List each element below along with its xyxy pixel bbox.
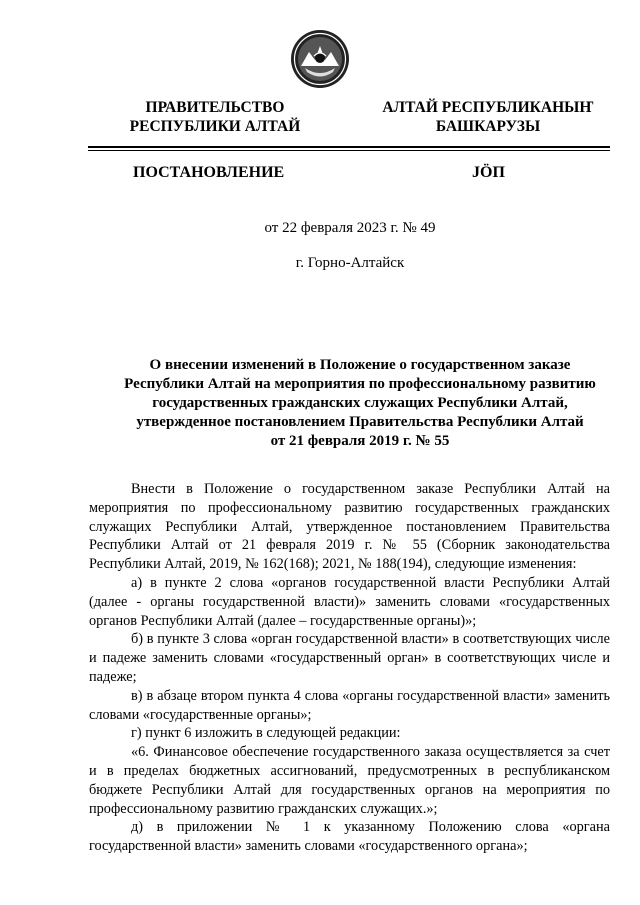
title-line: государственных гражданских служащих Республики Алтай, xyxy=(152,395,568,411)
body-paragraph: «6. Финансовое обеспечение государственного заказа осуществляется за счет и в пределах бюджетных ассигнований, предусмотренных в республиканском бюджете Республики Алтай для государственных органов на мероприятия по профессиональному развитию гражданских служащих.»; xyxy=(89,744,610,817)
header-rule-thin xyxy=(88,150,610,151)
header-right-line-2: БАШКАРУЗЫ xyxy=(435,118,541,135)
title-line: Республики Алтай на мероприятия по профессиональному развитию xyxy=(124,376,596,392)
document-date-number: от 22 февраля 2023 г. № 49 xyxy=(264,220,436,236)
republic-of-altai-emblem-icon xyxy=(289,28,351,90)
header-left xyxy=(120,98,310,136)
title-line: О внесении изменений в Положение о государственном заказе xyxy=(149,357,571,373)
document-title xyxy=(100,356,620,451)
document-body xyxy=(89,480,610,856)
header-left-line-1: ПРАВИТЕЛЬСТВО xyxy=(145,99,285,116)
header-right-line-1: АЛТАЙ РЕСПУБЛИКАНЫҤ xyxy=(382,99,594,116)
body-paragraph: а) в пункте 2 слова «органов государственной власти Республики Алтай (далее - органы государственной власти)» заменить словами «государственных органов Республики Алтай (далее – государственные органы)»; xyxy=(89,574,610,629)
body-paragraph: б) в пункте 3 слова «орган государственной власти» в соответствующих числе и падеже заменить словами «государственный орган» в соответствующих числе и падеже; xyxy=(89,631,610,685)
body-paragraph: в) в абзаце втором пункта 4 слова «органы государственной власти» заменить словами «государственные органы»; xyxy=(89,687,610,723)
header-right xyxy=(378,98,598,136)
title-line: от 21 февраля 2019 г. № 55 xyxy=(270,433,450,449)
document-type: ПОСТАНОВЛЕНИЕ xyxy=(133,164,285,181)
document-city: г. Горно-Алтайск xyxy=(295,255,405,271)
title-line: утвержденное постановлением Правительства Республики Алтай xyxy=(136,414,584,430)
document-type-altai: JÖП xyxy=(472,164,505,181)
header-rule-thick xyxy=(88,146,610,148)
body-paragraph: Внести в Положение о государственном заказе Республики Алтай на мероприятия по профессиональному развитию государственных гражданских служащих Республики Алтай, утвержденное постановлением Правительства Республики Алтай от 21 февраля 2019 г. № 55 (Сборник законодательства Республики Алтай, 2019, № 162(168); 2021, № 188(194), следующие изменения: xyxy=(89,481,610,573)
header-left-line-2: РЕСПУБЛИКИ АЛТАЙ xyxy=(129,118,301,135)
body-paragraph: г) пункт 6 изложить в следующей редакции: xyxy=(131,725,401,742)
body-paragraph: д) в приложении № 1 к указанному Положению слова «органа государственной власти» заменить словами «государственного органа»; xyxy=(89,819,610,855)
